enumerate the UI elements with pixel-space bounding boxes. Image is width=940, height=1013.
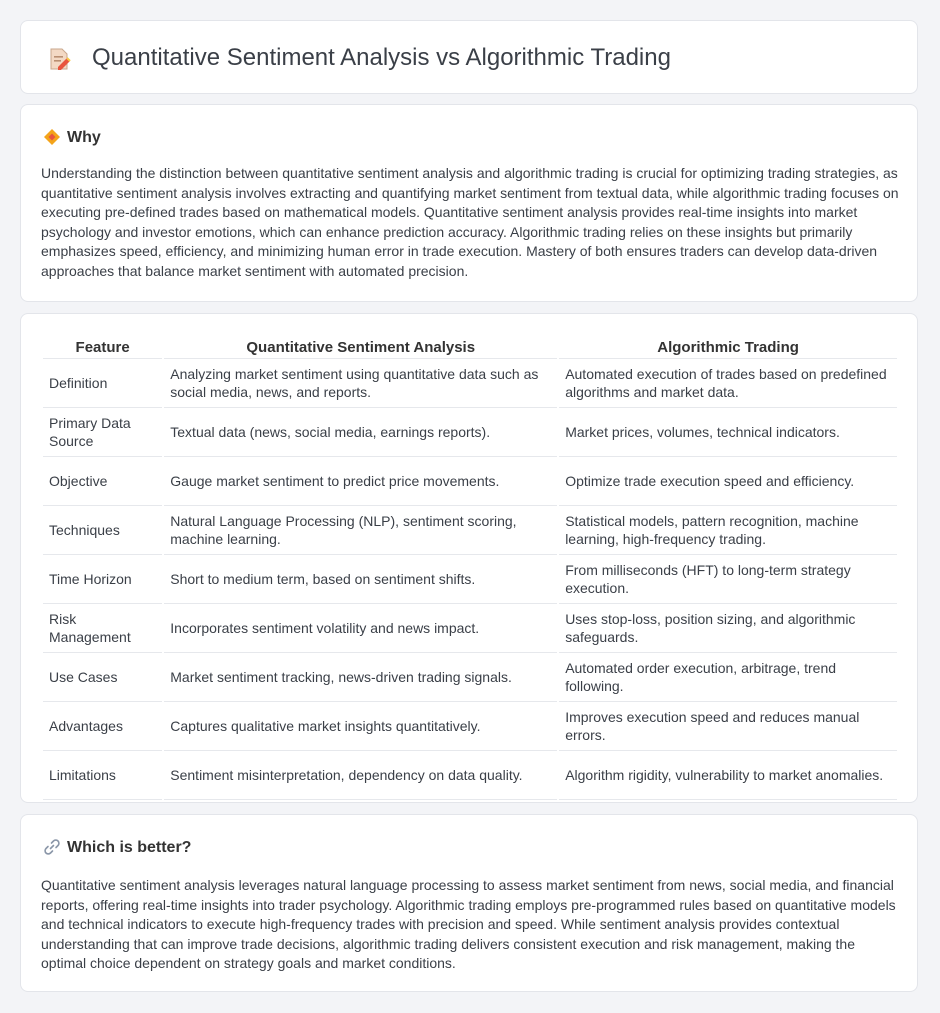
table-row bbox=[43, 702, 897, 751]
sentiment-cell: Captures qualitative market insights quantitatively. bbox=[164, 702, 557, 751]
link-icon bbox=[43, 838, 61, 856]
table-header-cell: Quantitative Sentiment Analysis bbox=[164, 334, 557, 359]
algorithmic-cell: Algorithm rigidity, vulnerability to market anomalies. bbox=[559, 751, 897, 800]
feature-cell: Time Horizon bbox=[43, 555, 162, 604]
feature-cell: Objective bbox=[43, 457, 162, 506]
sentiment-cell: Incorporates sentiment volatility and news impact. bbox=[164, 604, 557, 653]
table-header-cell: Algorithmic Trading bbox=[559, 334, 897, 359]
algorithmic-cell: Statistical models, pattern recognition, machine learning, high-frequency trading. bbox=[559, 506, 897, 555]
algorithmic-cell: Automated execution of trades based on predefined algorithms and market data. bbox=[559, 359, 897, 408]
table-row bbox=[43, 408, 897, 457]
algorithmic-cell: Optimize trade execution speed and efficiency. bbox=[559, 457, 897, 506]
feature-cell: Limitations bbox=[43, 751, 162, 800]
table-row bbox=[43, 506, 897, 555]
which-is-better-section bbox=[20, 814, 918, 992]
why-section bbox=[20, 104, 918, 302]
feature-cell: Techniques bbox=[43, 506, 162, 555]
feature-cell: Use Cases bbox=[43, 653, 162, 702]
table-row bbox=[43, 457, 897, 506]
sentiment-cell: Gauge market sentiment to predict price movements. bbox=[164, 457, 557, 506]
sentiment-cell: Short to medium term, based on sentiment shifts. bbox=[164, 555, 557, 604]
table-header-row bbox=[43, 334, 897, 359]
algorithmic-cell: From milliseconds (HFT) to long-term strategy execution. bbox=[559, 555, 897, 604]
table-row bbox=[43, 653, 897, 702]
document-pencil-icon bbox=[46, 46, 72, 72]
comparison-table bbox=[41, 334, 899, 800]
feature-cell: Risk Management bbox=[43, 604, 162, 653]
feature-cell: Definition bbox=[43, 359, 162, 408]
feature-cell: Advantages bbox=[43, 702, 162, 751]
algorithmic-cell: Uses stop-loss, position sizing, and algorithmic safeguards. bbox=[559, 604, 897, 653]
why-body: Understanding the distinction between quantitative sentiment analysis and algorithmic trading is crucial for optimizing trading strategies, as quantitative sentiment analysis involves extracting and quantifying market sentiment from textual data, while algorithmic trading focuses on executing pre-defined trades based on mathematical models. Quantitative sentiment analysis provides real-time insights into market psychology and investor emotions, which can enhance prediction accuracy. Algorithmic trading relies on these insights but primarily emphasizes speed, efficiency, and minimizing human error in trade execution. Mastery of both ensures traders can develop data-driven approaches that balance market sentiment with automated precision. bbox=[41, 165, 899, 279]
sentiment-cell: Market sentiment tracking, news-driven trading signals. bbox=[164, 653, 557, 702]
comparison-table-card bbox=[20, 313, 918, 803]
table-row bbox=[43, 751, 897, 800]
algorithmic-cell: Automated order execution, arbitrage, trend following. bbox=[559, 653, 897, 702]
sentiment-cell: Natural Language Processing (NLP), sentiment scoring, machine learning. bbox=[164, 506, 557, 555]
sentiment-cell: Sentiment misinterpretation, dependency on data quality. bbox=[164, 751, 557, 800]
table-row bbox=[43, 359, 897, 408]
diamond-warning-icon bbox=[43, 128, 61, 146]
better-heading: Which is better? bbox=[67, 839, 192, 856]
sentiment-cell: Analyzing market sentiment using quantitative data such as social media, news, and reports. bbox=[164, 359, 557, 408]
table-row bbox=[43, 555, 897, 604]
feature-cell: Primary Data Source bbox=[43, 408, 162, 457]
algorithmic-cell: Improves execution speed and reduces manual errors. bbox=[559, 702, 897, 751]
better-body: Quantitative sentiment analysis leverages natural language processing to assess market sentiment from news, social media, and financial reports, offering real-time insights into trader psychology. Algorithmic trading employs pre-programmed rules based on quantitative models and technical indicators to execute high-frequency trades with precision and speed. While sentiment analysis provides contextual understanding that can improve trade decisions, algorithmic trading delivers consistent execution and risk management, making the optimal choice dependent on strategy goals and market conditions. bbox=[41, 877, 896, 971]
table-header-cell: Feature bbox=[43, 334, 162, 359]
table-row bbox=[43, 604, 897, 653]
page-title: Quantitative Sentiment Analysis vs Algorithmic Trading bbox=[92, 44, 671, 71]
algorithmic-cell: Market prices, volumes, technical indicators. bbox=[559, 408, 897, 457]
why-heading: Why bbox=[67, 129, 101, 146]
sentiment-cell: Textual data (news, social media, earnings reports). bbox=[164, 408, 557, 457]
title-card bbox=[20, 20, 918, 94]
